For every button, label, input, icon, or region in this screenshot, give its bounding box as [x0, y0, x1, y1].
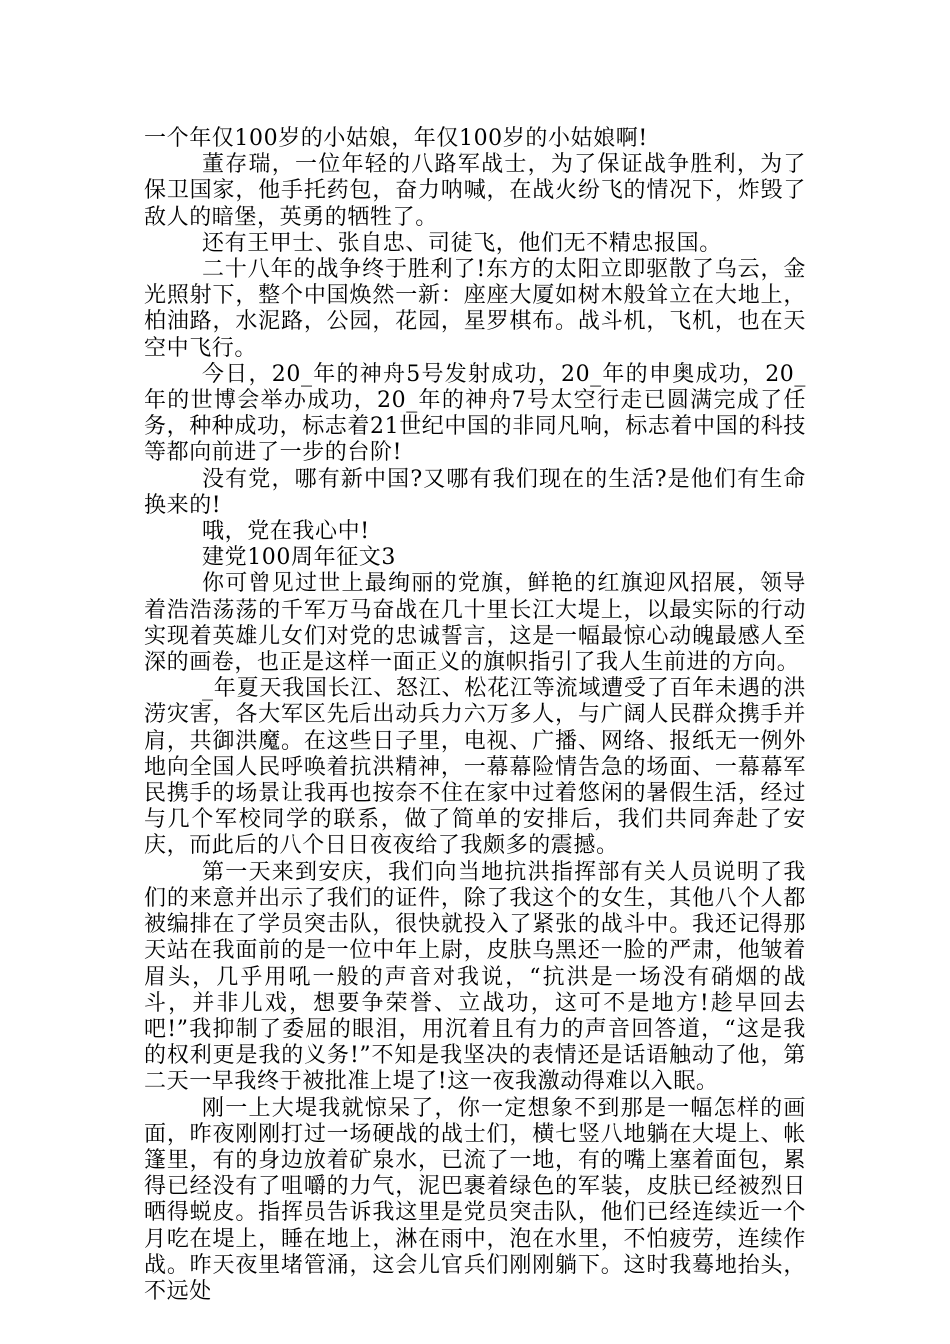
paragraph-dong-cunrui: 董存瑞，一位年轻的八路军战士，为了保证战争胜利，为了保卫国家，他手托药包，奋力呐喊，在战火纷飞的情况下，炸毁了敌人的暗堡，英勇的牺牲了。 [144, 152, 806, 230]
paragraph-opening-line: 一个年仅100岁的小姑娘，年仅100岁的小姑娘啊! [144, 126, 648, 151]
paragraph-first-day-anqing: 第一天来到安庆，我们向当地抗洪指挥部有关人员说明了我们的来意并出示了我们的证件，除了我这个的女生，其他八个人都被编排在了学员突击队，很快就投入了紧张的战斗中。我还记得那天站在我面前的是一位中年上尉，皮肤乌黑还一脸的严肃，他皱着眉头，几乎用吼一般的声音对我说，“抗洪是一场没有硝烟的战斗，并非儿戏，想要争荣誉、立战功，这可不是地方!趁早回去吧!”我抑制了委屈的眼泪，用沉着且有力的声音回答道，“这是我的权利更是我的义务!”不知是我坚决的表情还是话语触动了他，第二天一早我终于被批准上堤了!这一夜我激动得难以入眠。 [144, 859, 806, 1095]
paragraph-on-the-levee: 刚一上大堤我就惊呆了，你一定想象不到那是一幅怎样的画面，昨夜刚刚打过一场硬战的战士们，横七竖八地躺在大堤上、帐篷里，有的身边放着矿泉水，已流了一地，有的嘴上塞着面包，累得已经没有了咀嚼的力气，泥巴裹着绿色的军装，皮肤已经被烈日晒得蜕皮。指挥员告诉我这里是党员突击队，他们已经连续近一个月吃在堤上，睡在地上，淋在雨中，泡在水里，不怕疲劳，连续作战。昨天夜里堵管涌，这会儿官兵们刚刚躺下。这时我蓦地抬头，不远处 [144, 1095, 806, 1304]
section-heading: 建党100周年征文3 [202, 545, 396, 571]
paragraph-other-heroes: 还有王甲士、张自忠、司徒飞，他们无不精忠报国。 [202, 230, 722, 256]
document-page [144, 126, 806, 1305]
paragraph-party-flag: 你可曾见过世上最绚丽的党旗，鲜艳的红旗迎风招展，领导着浩浩荡荡的千军万马奋战在几十里长江大堤上，以最实际的行动实现着英雄儿女们对党的忠诚誓言，这是一幅最惊心动魄最感人至深的画卷，也正是这样一面正义的旗帜指引了我人生前进的方向。 [144, 571, 806, 676]
paragraph-no-party-no-new-china: 没有党，哪有新中国?又哪有我们现在的生活?是他们有生命换来的! [144, 466, 806, 518]
paragraph-flood-summer: _年夏天我国长江、怒江、松花江等流域遭受了百年未遇的洪涝灾害，各大军区先后出动兵力六万多人，与广阔人民群众携手并肩，共御洪魔。在这些日子里，电视、广播、网络、报纸无一例外地向全国人民呼唤着抗洪精神，一幕幕险情告急的场面、一幕幕军民携手的场景让我再也按奈不住在家中过着悠闲的暑假生活，经过与几个军校同学的联系，做了简单的安排后，我们共同奔赴了安庆，而此后的八个日日夜夜给了我颇多的震撼。 [144, 676, 806, 859]
paragraph-achievements: 今日，20_年的神舟5号发射成功，20_年的申奥成功，20_年的世博会举办成功，20_年的神舟7号太空行走已圆满完成了任务，种种成功，标志着21世纪中国的非同凡响，标志着中国的科技等都向前进了一步的台阶! [144, 361, 806, 466]
paragraph-victory: 二十八年的战争终于胜利了!东方的太阳立即驱散了乌云，金光照射下，整个中国焕然一新：座座大厦如树木般耸立在大地上，柏油路，水泥路，公园，花园，星罗棋布。战斗机，飞机，也在天空中飞行。 [144, 257, 806, 361]
paragraph-party-in-heart: 哦，党在我心中! [202, 519, 370, 545]
